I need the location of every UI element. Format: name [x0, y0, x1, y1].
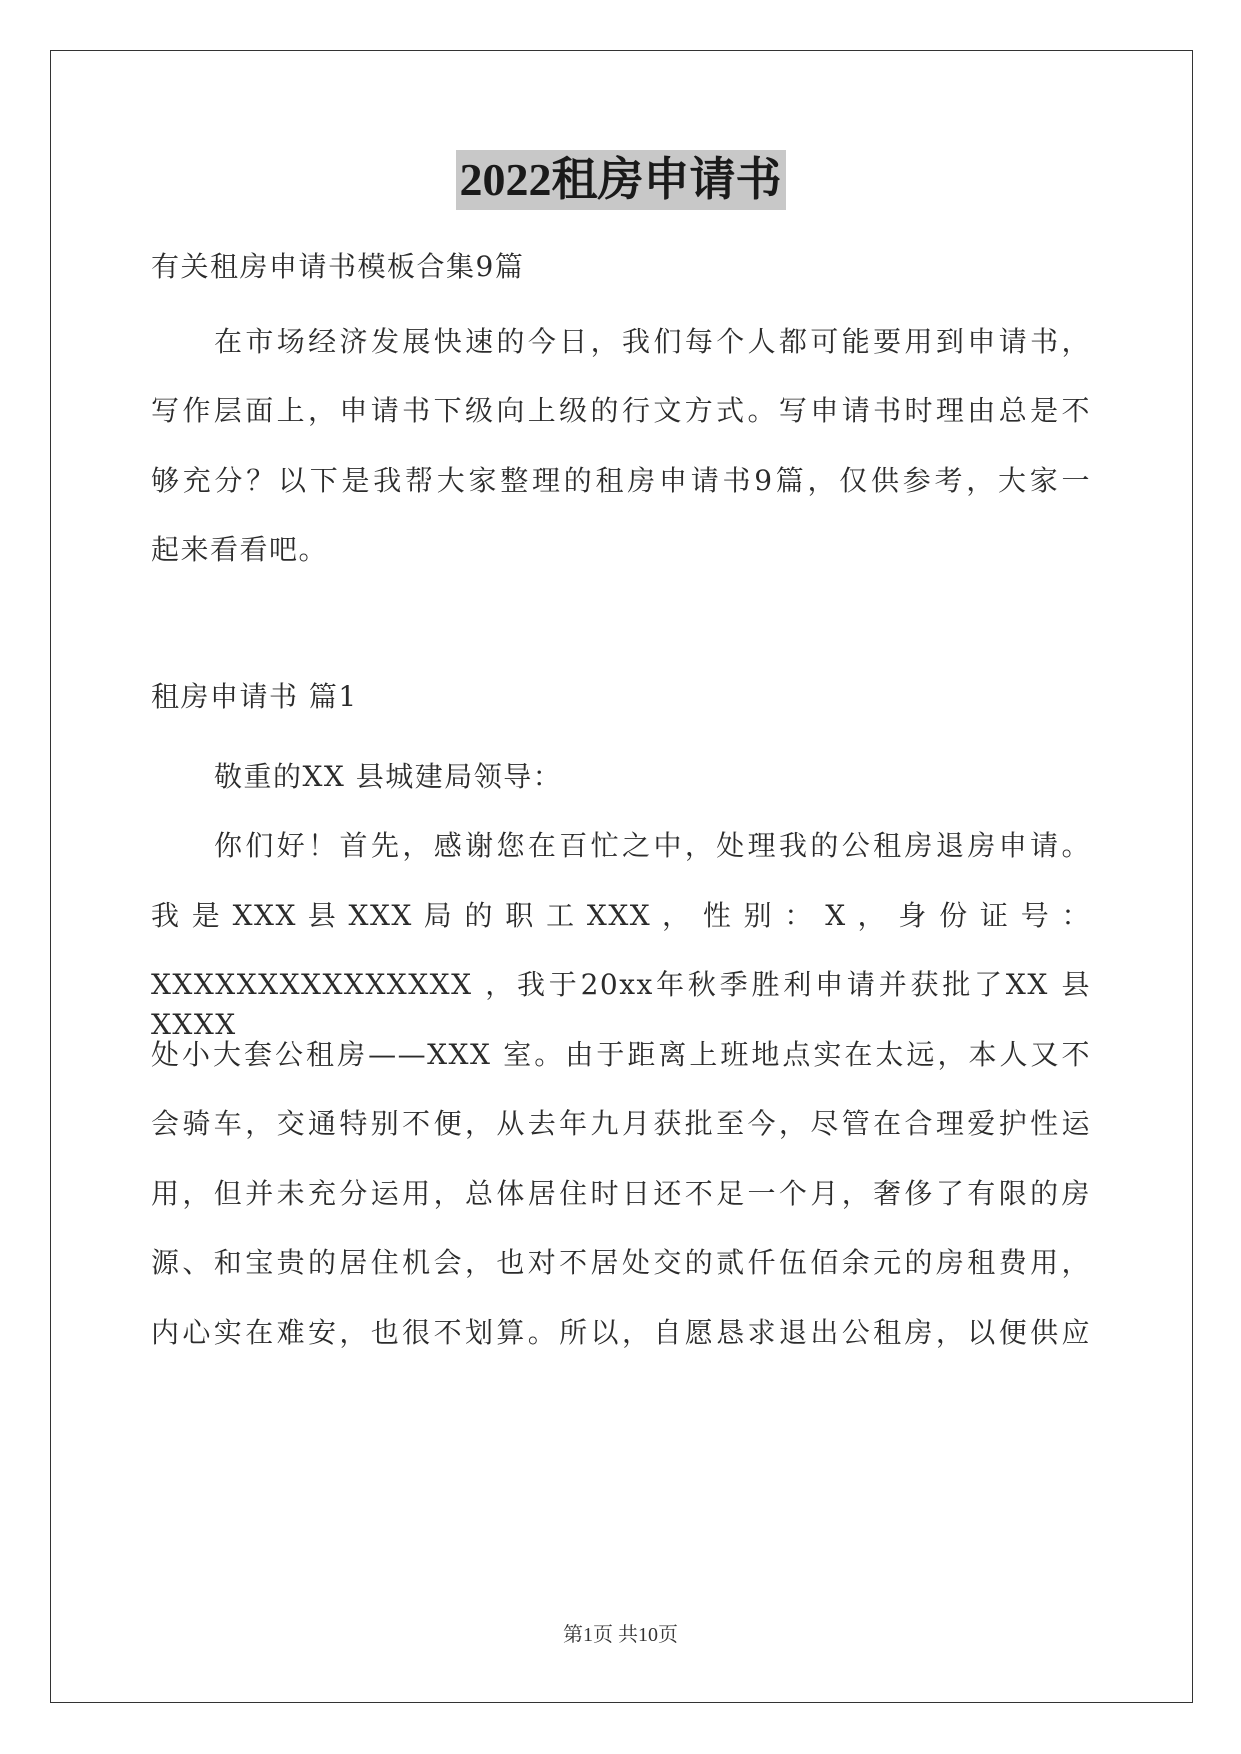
intro-line-3: 够充分？以下是我帮大家整理的租房申请书9篇，仅供参考，大家一 — [151, 464, 1091, 497]
intro-line-1: 在市场经济发展快速的今日，我们每个人都可能要用到申请书， — [214, 325, 1091, 358]
body-line-1: 你们好！首先，感谢您在百忙之中，处理我的公租房退房申请。 — [214, 829, 1091, 862]
body-line-6: 用，但并未充分运用，总体居住时日还不足一个月，奢侈了有限的房 — [151, 1177, 1091, 1210]
body-line-4: 处小大套公租房——XXX 室。由于距离上班地点实在太远，本人又不 — [151, 1038, 1091, 1071]
salutation: 敬重的XX 县城建局领导： — [214, 760, 563, 793]
intro-line-4: 起来看看吧。 — [151, 533, 329, 566]
body-line-8: 内心实在难安，也很不划算。所以，自愿恳求退出公租房，以便供应 — [151, 1316, 1091, 1349]
document-title: 2022租房申请书 — [456, 150, 786, 210]
document-subtitle: 有关租房申请书模板合集9篇 — [151, 250, 525, 283]
body-line-5: 会骑车，交通特别不便，从去年九月获批至今，尽管在合理爱护性运 — [151, 1107, 1091, 1140]
body-line-3: XXXXXXXXXXXXXXX ，我于20xx年秋季胜利申请并获批了XX 县XXXX — [151, 968, 1091, 1041]
intro-line-2: 写作层面上，申请书下级向上级的行文方式。写申请书时理由总是不 — [151, 394, 1091, 427]
body-line-2: 我 是 XXX 县 XXX 局 的 职 工 XXX ， 性 别 ： X ， 身 份 证 号 ： — [151, 899, 1091, 932]
section-heading: 租房申请书 篇1 — [151, 680, 358, 713]
page-border — [50, 50, 1193, 1703]
body-line-7: 源、和宝贵的居住机会，也对不居处交的贰仟伍佰余元的房租费用， — [151, 1246, 1091, 1279]
title-container — [0, 150, 1241, 210]
page-number-footer: 第1页 共10页 — [563, 1624, 678, 1646]
